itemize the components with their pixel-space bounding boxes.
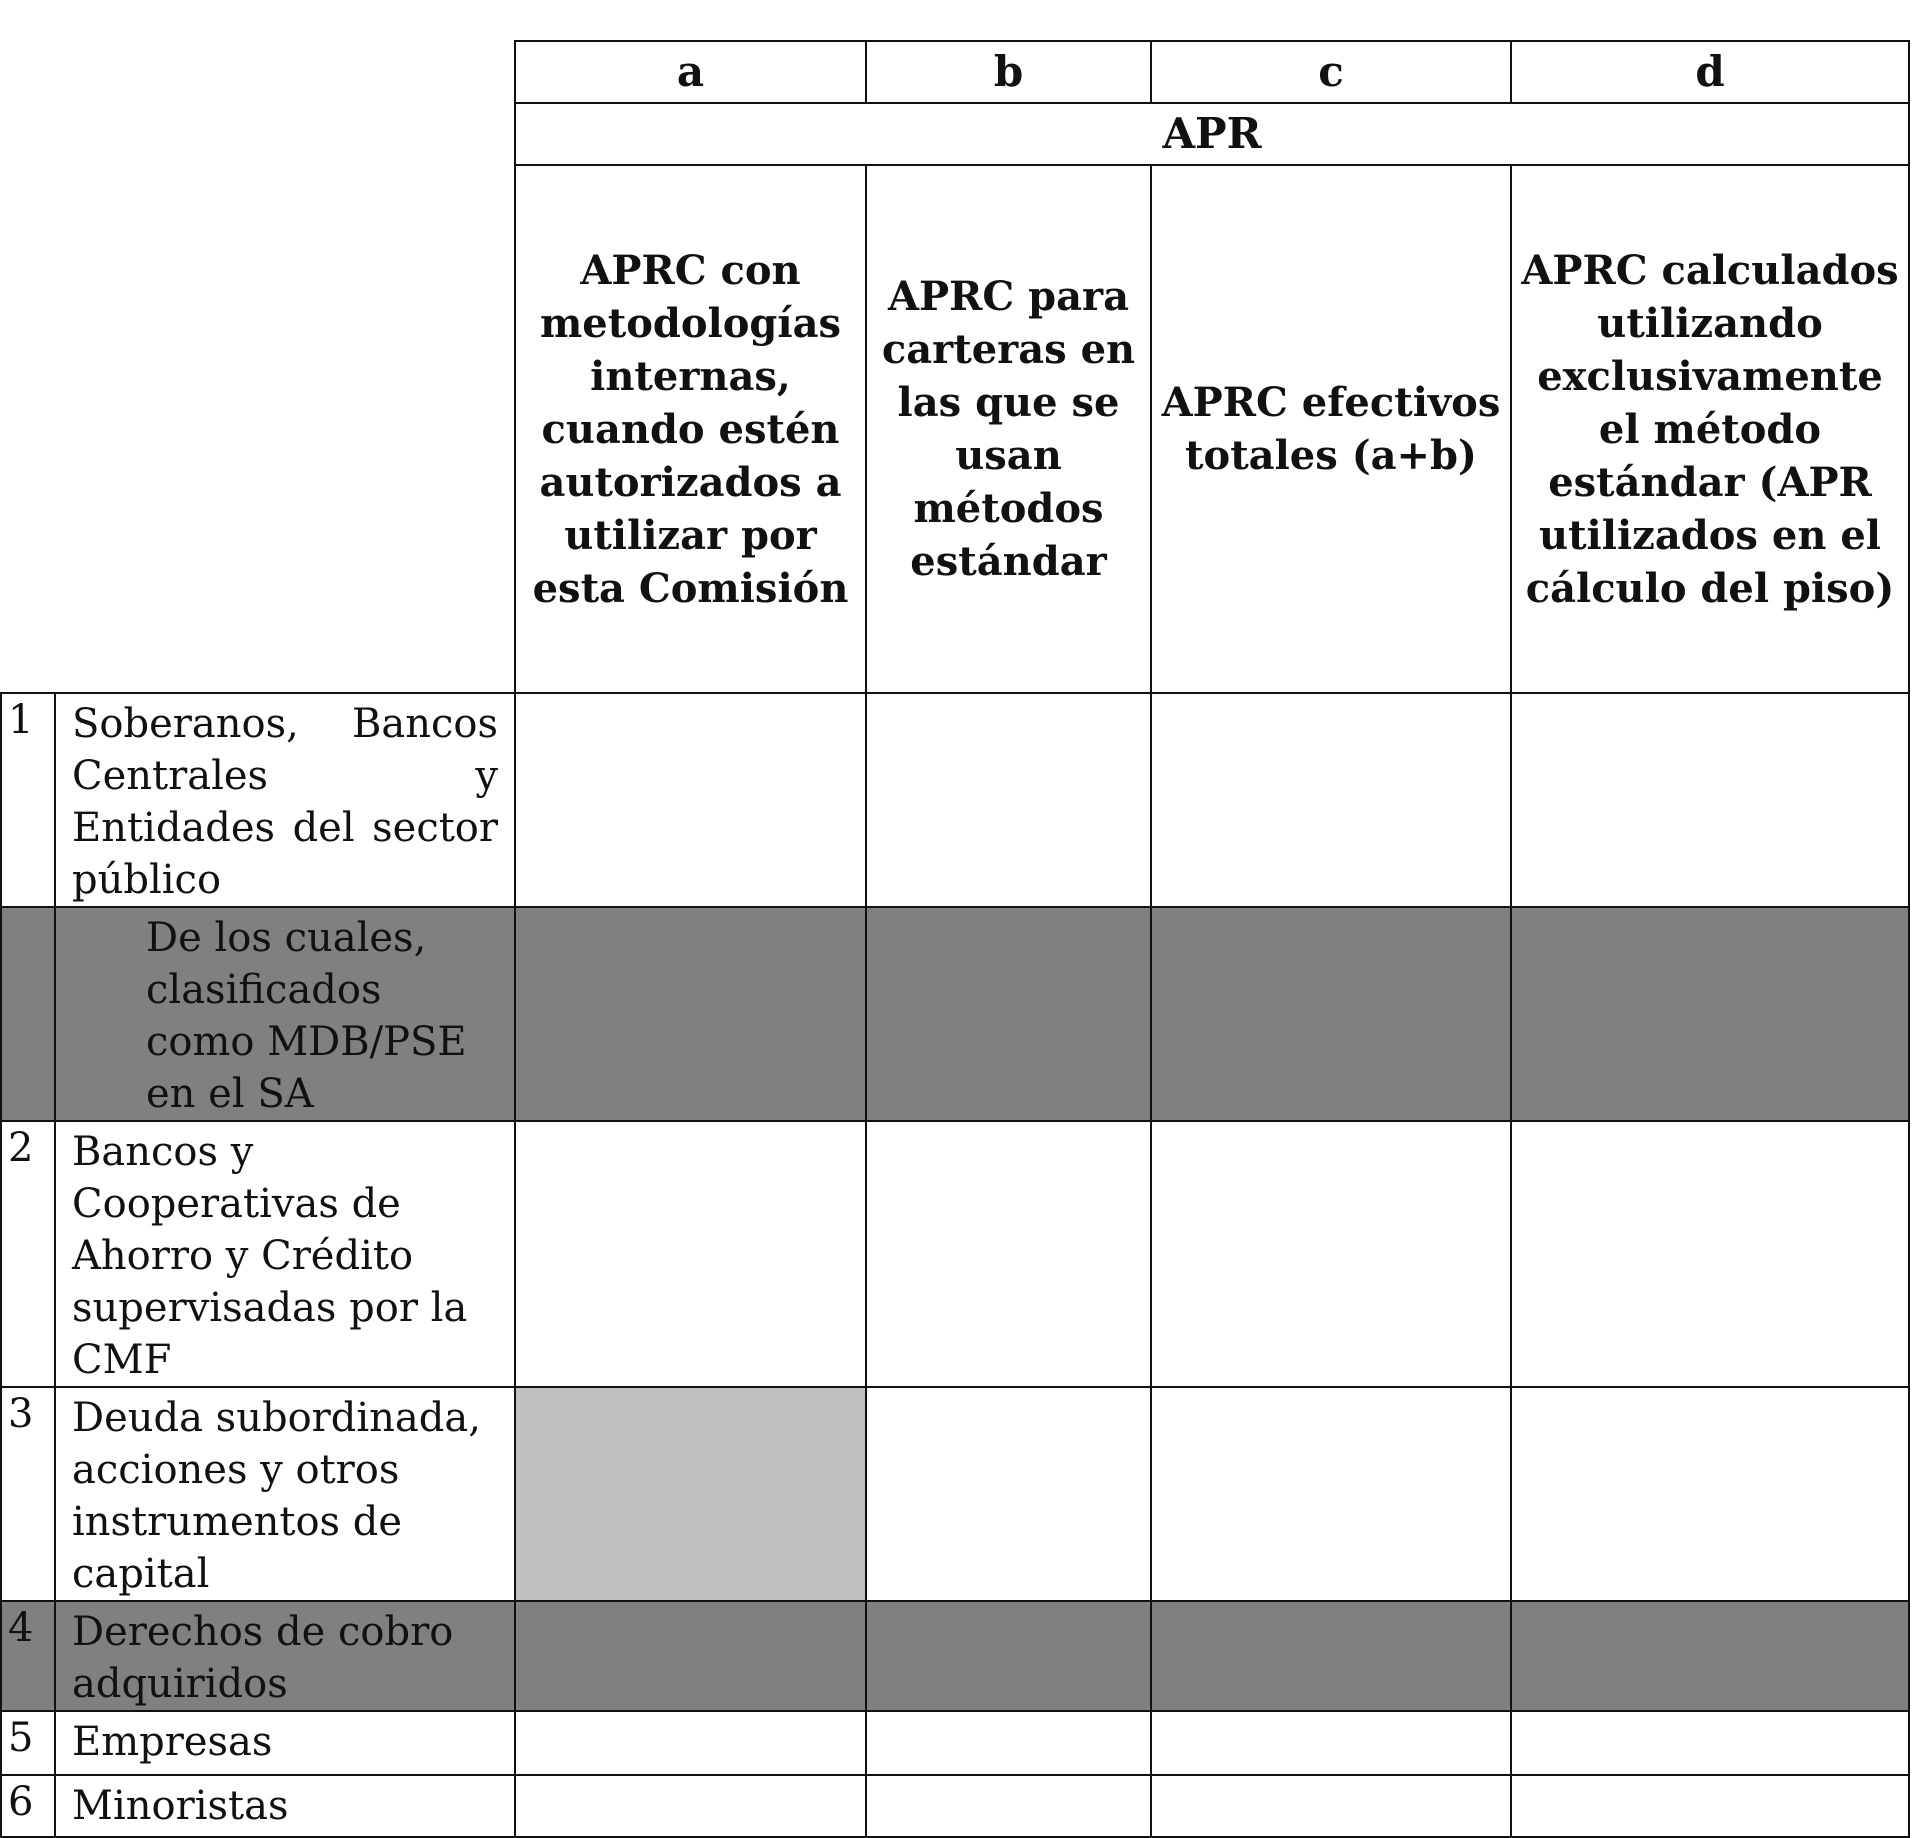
cell-c	[1151, 693, 1511, 907]
row-number: 4	[1, 1601, 55, 1711]
cell-c	[1151, 1711, 1511, 1775]
cell-a-not-applicable	[515, 1387, 866, 1601]
row-label-sub: De los cuales, clasificados como MDB/PSE en el SA	[55, 907, 515, 1121]
cell-c	[1151, 1121, 1511, 1387]
table-row-shaded	[1, 1601, 1909, 1711]
cell-d	[1511, 1775, 1909, 1837]
header-group-row	[1, 103, 1909, 165]
column-desc-d: APRC calculados utilizando exclusivamente el método estándar (APR utilizados en el cálculo del piso)	[1511, 165, 1909, 693]
row-number: 6	[1, 1775, 55, 1837]
cell-a	[515, 907, 866, 1121]
row-number	[1, 907, 55, 1121]
cell-d	[1511, 907, 1909, 1121]
cell-c	[1151, 1601, 1511, 1711]
cell-b	[866, 1775, 1151, 1837]
cell-b	[866, 1601, 1151, 1711]
row-number: 1	[1, 693, 55, 907]
table-row-shaded	[1, 907, 1909, 1121]
cell-c	[1151, 1775, 1511, 1837]
column-letter-d: d	[1511, 41, 1909, 103]
header-letters-row	[1, 41, 1909, 103]
cell-a	[515, 693, 866, 907]
table-row	[1, 1775, 1909, 1837]
row-label: Empresas	[55, 1711, 515, 1775]
header-description-row	[1, 165, 1909, 693]
row-label: Deuda subordinada, acciones y otros instrumentos de capital	[55, 1387, 515, 1601]
cell-a	[515, 1121, 866, 1387]
row-label: Minoristas	[55, 1775, 515, 1837]
row-number: 2	[1, 1121, 55, 1387]
column-desc-b: APRC para carteras en las que se usan métodos estándar	[866, 165, 1151, 693]
cell-d	[1511, 1601, 1909, 1711]
group-header-apr: APR	[515, 103, 1909, 165]
table-row	[1, 1711, 1909, 1775]
row-label: Soberanos, Bancos Centrales y Entidades del sector público	[55, 693, 515, 907]
row-label: Derechos de cobro adquiridos	[55, 1601, 515, 1711]
column-desc-c: APRC efectivos totales (a+b)	[1151, 165, 1511, 693]
cell-d	[1511, 693, 1909, 907]
cell-c	[1151, 907, 1511, 1121]
column-letter-a: a	[515, 41, 866, 103]
cell-b	[866, 1711, 1151, 1775]
cell-d	[1511, 1121, 1909, 1387]
cell-d	[1511, 1387, 1909, 1601]
cell-d	[1511, 1711, 1909, 1775]
empty-corner	[1, 41, 55, 103]
empty-corner	[55, 41, 515, 103]
column-letter-c: c	[1151, 41, 1511, 103]
cell-b	[866, 693, 1151, 907]
table-row	[1, 1121, 1909, 1387]
cell-b	[866, 1121, 1151, 1387]
apr-table	[0, 40, 1910, 1838]
row-label: Bancos y Cooperativas de Ahorro y Crédito supervisadas por la CMF	[55, 1121, 515, 1387]
apr-table-wrapper	[0, 40, 1910, 1838]
cell-a	[515, 1711, 866, 1775]
row-number: 3	[1, 1387, 55, 1601]
column-desc-a: APRC con metodologías internas, cuando estén autorizados a utilizar por esta Comisión	[515, 165, 866, 693]
cell-b	[866, 907, 1151, 1121]
table-row	[1, 1387, 1909, 1601]
cell-a	[515, 1601, 866, 1711]
table-row	[1, 693, 1909, 907]
row-number: 5	[1, 1711, 55, 1775]
cell-c	[1151, 1387, 1511, 1601]
cell-a	[515, 1775, 866, 1837]
column-letter-b: b	[866, 41, 1151, 103]
cell-b	[866, 1387, 1151, 1601]
